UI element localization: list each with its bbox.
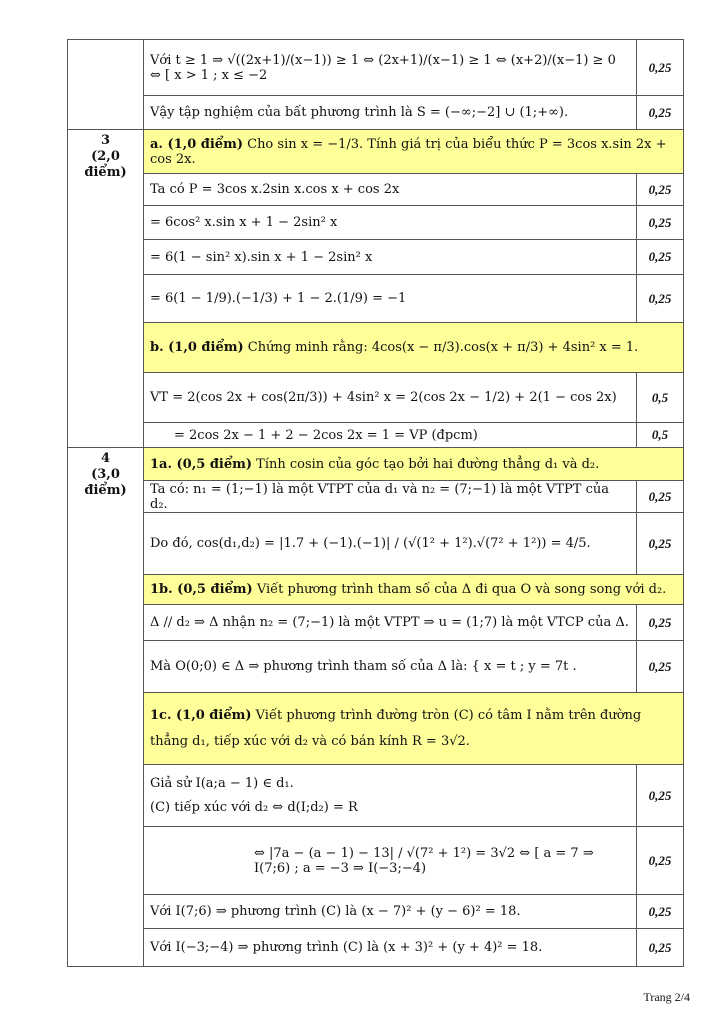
table-row — [68, 448, 684, 481]
table-row — [68, 929, 684, 967]
answer-table — [67, 39, 684, 967]
part-heading — [144, 130, 684, 174]
part-label: 1c. (1,0 điểm) — [150, 707, 252, 723]
score-cell: 0,25 — [637, 765, 684, 827]
part-text: Viết phương trình tham số của Δ đi qua O và song song với d₂. — [252, 582, 667, 597]
table-row — [68, 481, 684, 513]
content-cell: Δ // d₂ ⇒ Δ nhận n₂ = (7;−1) là một VTPT ⇒ u = (1;7) là một VTCP của Δ. — [144, 605, 637, 641]
content-cell: Với I(7;6) ⇒ phương trình (C) là (x − 7)² + (y − 6)² = 18. — [144, 895, 637, 929]
content-cell: Do đó, cos(d₁,d₂) = |1.7 + (−1).(−1)| / (√(1² + 1²).√(7² + 1²)) = 4/5. — [144, 513, 637, 575]
score-cell: 0,25 — [637, 275, 684, 323]
table-row — [68, 96, 684, 130]
content-cell: Với I(−3;−4) ⇒ phương trình (C) là (x + 3)² + (y + 4)² = 18. — [144, 929, 637, 967]
part-heading — [144, 323, 684, 373]
part-heading — [144, 448, 684, 481]
score-cell: 0,25 — [637, 605, 684, 641]
part-label: 1a. (0,5 điểm) — [150, 456, 253, 472]
content-cell: = 2cos 2x − 1 + 2 − 2cos 2x = 1 = VP (đpcm) — [144, 423, 637, 448]
table-row — [68, 323, 684, 373]
score-cell: 0,25 — [637, 40, 684, 96]
score-cell: 0,25 — [637, 174, 684, 206]
table-row — [68, 575, 684, 605]
score-cell: 0,5 — [637, 373, 684, 423]
part-text: Tính cosin của góc tạo bởi hai đường thẳng d₁ và d₂. — [252, 456, 600, 472]
part-text: Cho sin x = −1/3. Tính giá trị của biểu thức P = 3cos x.sin 2x + cos 2x. — [150, 136, 667, 167]
table-row — [68, 513, 684, 575]
table-row — [68, 895, 684, 929]
table-row — [68, 693, 684, 765]
table-row — [68, 373, 684, 423]
table-row — [68, 174, 684, 206]
part-text: Chứng minh rằng: 4cos(x − π/3).cos(x + π/3) + 4sin² x = 1. — [243, 340, 639, 355]
score-cell: 0,25 — [637, 206, 684, 240]
table-row — [68, 130, 684, 174]
score-cell: 0,25 — [637, 827, 684, 895]
part-text: Viết phương trình đường tròn (C) có tâm I nằm trên đường thẳng d₁, tiếp xúc với d₂ và có bán kính R = 3√2. — [150, 707, 642, 749]
content-cell: = 6(1 − sin² x).sin x + 1 − 2sin² x — [144, 240, 637, 275]
score-cell: 0,25 — [637, 481, 684, 513]
question-cell — [68, 130, 144, 448]
part-label: 1b. (0,5 điểm) — [150, 582, 253, 597]
table-row — [68, 765, 684, 827]
content-cell: ⇔ |7a − (a − 1) − 13| / √(7² + 1²) = 3√2 ⇔ [ a = 7 ⇒ I(7;6) ; a = −3 ⇒ I(−3;−4) — [144, 827, 637, 895]
score-cell: 0,25 — [637, 641, 684, 693]
table-row — [68, 827, 684, 895]
table-row — [68, 240, 684, 275]
part-heading — [144, 693, 684, 765]
table-row — [68, 206, 684, 240]
table-row — [68, 423, 684, 448]
content-line: (C) tiếp xúc với d₂ ⇔ d(I;d₂) = R — [150, 799, 358, 815]
page-number: Trang 2/4 — [643, 990, 690, 1004]
content-cell: VT = 2(cos 2x + cos(2π/3)) + 4sin² x = 2(cos 2x − 1/2) + 2(1 − cos 2x) — [144, 373, 637, 423]
score-cell: 0,25 — [637, 513, 684, 575]
content-cell: Ta có P = 3cos x.2sin x.cos x + cos 2x — [144, 174, 637, 206]
content-cell: Với t ≥ 1 ⇒ √((2x+1)/(x−1)) ≥ 1 ⇔ (2x+1)/(x−1) ≥ 1 ⇔ (x+2)/(x−1) ≥ 0 ⇔ [ x > 1 ; x ≤ −2 — [144, 40, 637, 96]
question-number: 3 — [100, 133, 111, 148]
part-label: a. (1,0 điểm) — [150, 136, 243, 152]
content-cell — [144, 765, 637, 827]
table-row — [68, 605, 684, 641]
content-cell: Mà O(0;0) ∈ Δ ⇒ phương trình tham số của Δ là: { x = t ; y = 7t . — [144, 641, 637, 693]
question-cell — [68, 40, 144, 130]
score-cell: 0,25 — [637, 929, 684, 967]
question-points: (2,0 điểm) — [84, 149, 127, 180]
score-cell: 0,5 — [637, 423, 684, 448]
part-label: b. (1,0 điểm) — [150, 340, 244, 355]
table-row — [68, 275, 684, 323]
content-cell: = 6(1 − 1/9).(−1/3) + 1 − 2.(1/9) = −1 — [144, 275, 637, 323]
content-cell: = 6cos² x.sin x + 1 − 2sin² x — [144, 206, 637, 240]
score-cell: 0,25 — [637, 96, 684, 130]
table-row — [68, 40, 684, 96]
question-points: (3,0 điểm) — [84, 467, 127, 498]
score-cell: 0,25 — [637, 895, 684, 929]
score-cell: 0,25 — [637, 240, 684, 275]
question-number: 4 — [100, 451, 111, 466]
question-cell — [68, 448, 144, 967]
content-cell: Ta có: n₁ = (1;−1) là một VTPT của d₁ và n₂ = (7;−1) là một VTPT của d₂. — [144, 481, 637, 513]
table-row — [68, 641, 684, 693]
content-line: Giả sử I(a;a − 1) ∈ d₁. — [150, 775, 294, 791]
content-cell: Vậy tập nghiệm của bất phương trình là S = (−∞;−2] ∪ (1;+∞). — [144, 96, 637, 130]
part-heading — [144, 575, 684, 605]
